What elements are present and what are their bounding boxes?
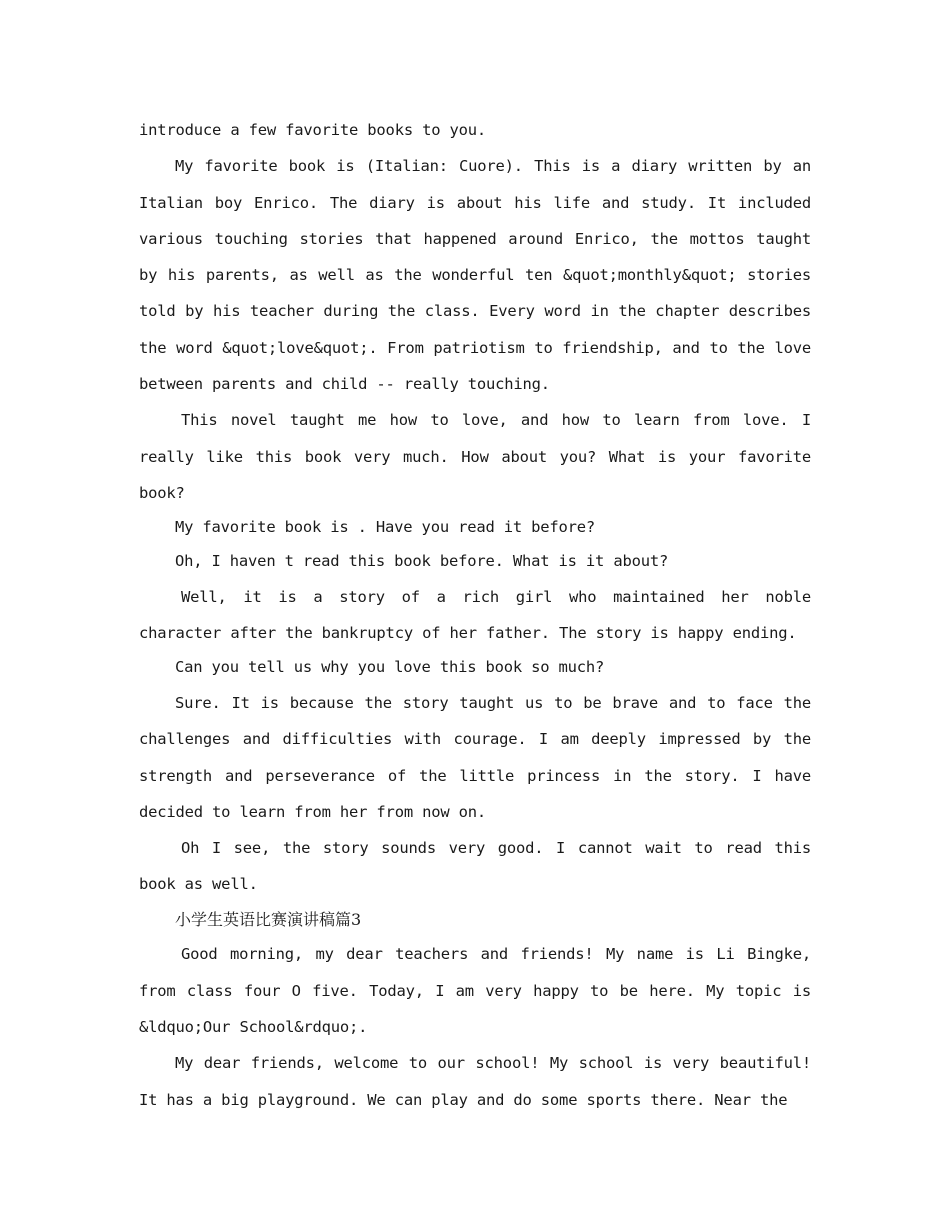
paragraph-novel-taught-love: This novel taught me how to love, and how to learn from love. I really like this book very much. How about you? What is your favorite book?	[139, 411, 811, 502]
paragraph-dialogue-sounds-good: Oh I see, the story sounds very good. I cannot wait to read this book as well.	[139, 839, 811, 894]
paragraph-dialogue-brave-story: Sure. It is because the story taught us to be brave and to face the challenges and difficulties with courage. I am deeply impressed by the strength and perseverance of the little princess in the story. I have decided to learn from her from now on.	[139, 693, 811, 821]
paragraph-speech-our-school: My dear friends, welcome to our school! My school is very beautiful! It has a big playground. We can play and do some sports there. Near the	[139, 1054, 811, 1109]
paragraph-speech-greeting: Good morning, my dear teachers and friends! My name is Li Bingke, from class four O five. Today, I am very happy to be here. My topic is &ldquo;Our School&rdquo;.	[139, 945, 811, 1037]
document-page	[139, 112, 811, 1118]
paragraph-favorite-book-cuore: My favorite book is (Italian: Cuore). This is a diary written by an Italian boy Enrico. The diary is about his life and study. It included various touching stories that happened around Enrico, the mottos taught by his parents, as well as the wonderful ten &quot;monthly&quot; stories told by his teacher during the class. Every word in the chapter describes the word &quot;love&quot;. From patriotism to friendship, and to the love between parents and child -- really touching.	[139, 157, 811, 394]
paragraph-dialogue-favorite-book: My favorite book is . Have you read it before?	[175, 518, 596, 537]
paragraph-intro-continuation: introduce a few favorite books to you.	[139, 121, 487, 139]
paragraph-dialogue-rich-girl-story: Well, it is a story of a rich girl who maintained her noble character after the bankruptcy of her father. The story is happy ending.	[139, 587, 811, 642]
section-heading: 小学生英语比赛演讲稿篇3	[175, 909, 362, 929]
paragraph-dialogue-havent-read: Oh, I haven t read this book before. What is it about?	[175, 551, 669, 570]
paragraph-dialogue-why-love: Can you tell us why you love this book so much?	[175, 658, 605, 677]
